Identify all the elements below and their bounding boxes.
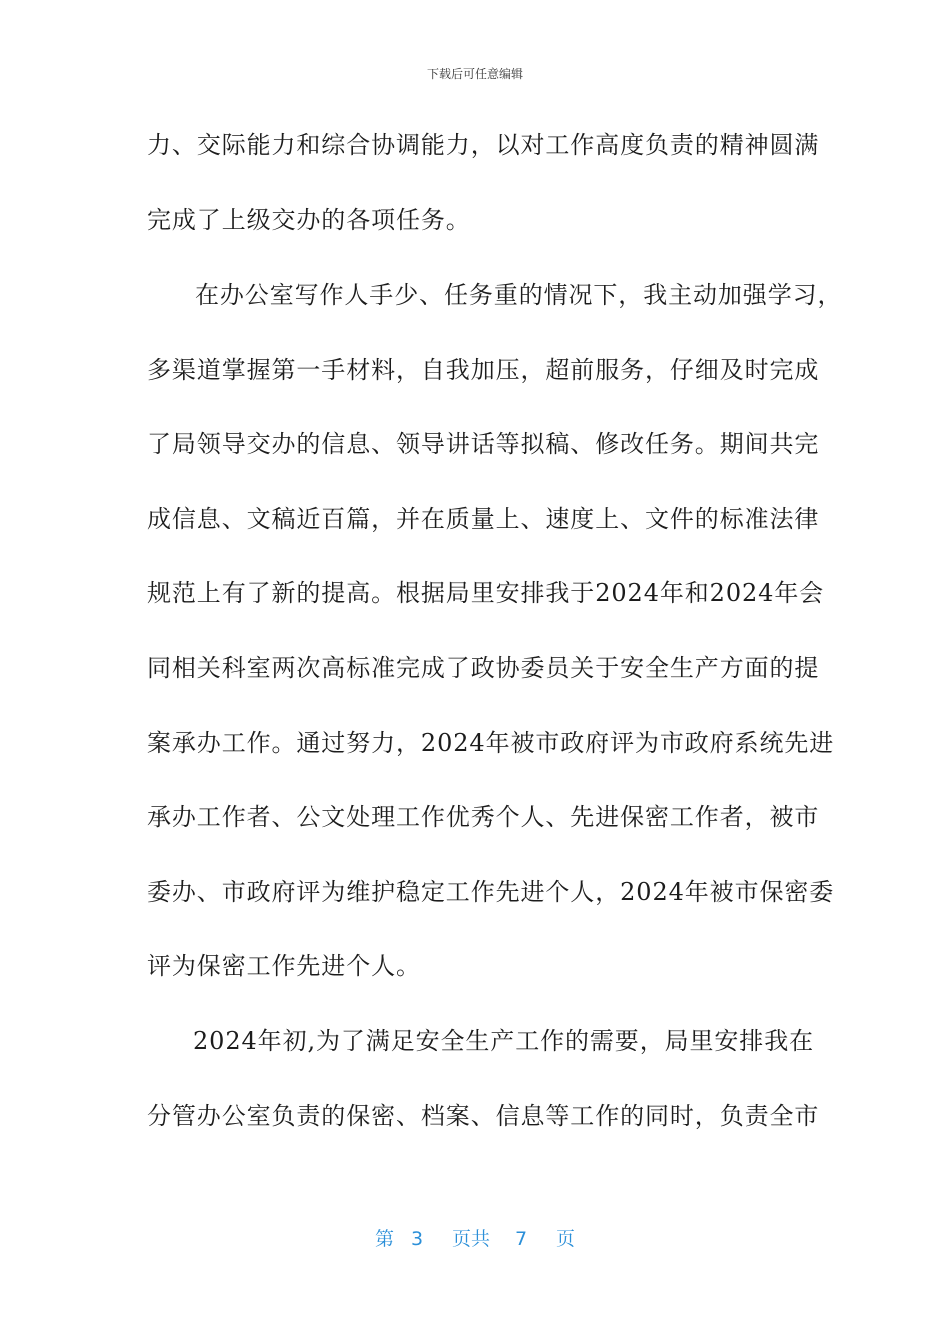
paragraph-first-line: 2024年初,为了满足安全生产工作的需要，局里安排我在: [193, 1027, 815, 1055]
text-line: 完成了上级交办的各项任务。: [147, 206, 471, 234]
text-line: 案承办工作。通过努力，2024年被市政府评为市政府系统先进: [147, 729, 835, 757]
text-line: 多渠道掌握第一手材料，自我加压，超前服务，仔细及时完成: [147, 356, 820, 384]
text-line: 成信息、文稿近百篇，并在质量上、速度上、文件的标准法律: [147, 505, 820, 533]
page-footer: [0, 1226, 950, 1252]
text-line: 分管办公室负责的保密、档案、信息等工作的同时，负责全市: [147, 1102, 820, 1130]
total-pages-number: 7: [515, 1228, 528, 1250]
footer-suffix: 页: [556, 1228, 576, 1250]
text-line: 同相关科室两次高标准完成了政协委员关于安全生产方面的提: [147, 654, 820, 682]
paragraph-first-line: 在办公室写作人手少、任务重的情况下，我主动加强学习，: [195, 281, 843, 309]
text-line: 力、交际能力和综合协调能力，以对工作高度负责的精神圆满: [147, 131, 820, 159]
text-line: 承办工作者、公文处理工作优秀个人、先进保密工作者，被市: [147, 803, 820, 831]
current-page-number: 3: [411, 1228, 424, 1250]
footer-prefix: 第: [375, 1228, 395, 1250]
text-line: 委办、市政府评为维护稳定工作先进个人，2024年被市保密委: [147, 878, 835, 906]
text-line: 规范上有了新的提高。根据局里安排我于2024年和2024年会: [147, 579, 825, 607]
text-line: 了局领导交办的信息、领导讲话等拟稿、修改任务。期间共完: [147, 430, 820, 458]
text-line: 评为保密工作先进个人。: [147, 952, 421, 980]
page-header: 下载后可任意编辑: [426, 67, 523, 81]
footer-middle: 页共: [452, 1228, 491, 1250]
